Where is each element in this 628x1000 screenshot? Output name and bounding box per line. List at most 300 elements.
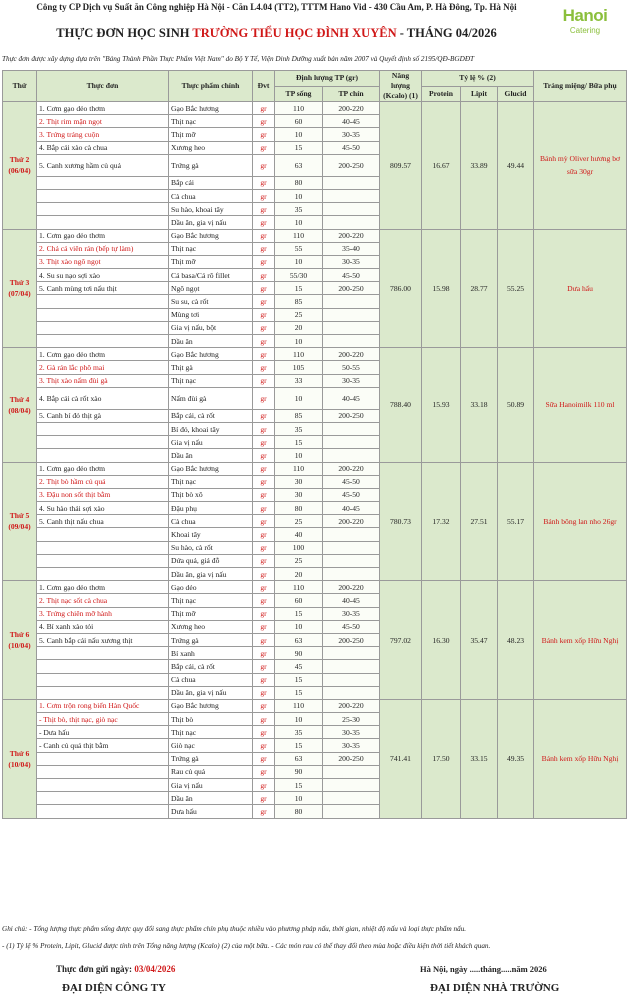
raw-amount: 105 bbox=[275, 361, 323, 374]
company-header: Công ty CP Dịch vụ Suất ăn Công nghiệp Hà Nội - Căn L4.04 (TT2), TTTM Hano Vid - 430 Cầu Am, P. Hà Đông, Tp. Hà Nội bbox=[36, 2, 517, 12]
food-name: Gạo Bắc hương bbox=[169, 102, 253, 115]
raw-amount: 85 bbox=[275, 409, 323, 422]
dish-name: 4. Bí xanh xào tỏi bbox=[37, 620, 169, 633]
raw-amount: 63 bbox=[275, 752, 323, 765]
unit-value: gr bbox=[253, 189, 275, 202]
cooked-amount: 30-35 bbox=[323, 607, 380, 620]
cooked-amount: 200-220 bbox=[323, 515, 380, 528]
unit-value: gr bbox=[253, 620, 275, 633]
raw-amount: 10 bbox=[275, 216, 323, 229]
raw-amount: 90 bbox=[275, 647, 323, 660]
dish-name bbox=[37, 335, 169, 348]
unit-value: gr bbox=[253, 449, 275, 462]
raw-amount: 15 bbox=[275, 686, 323, 699]
food-name: Thịt mỡ bbox=[169, 128, 253, 141]
lipid-value: 33.15 bbox=[461, 699, 498, 818]
food-name: Thịt nạc bbox=[169, 374, 253, 387]
logo-text: Hanoi bbox=[562, 6, 608, 25]
dish-name bbox=[37, 216, 169, 229]
lipid-value: 27.51 bbox=[461, 462, 498, 581]
raw-amount: 35 bbox=[275, 726, 323, 739]
raw-amount: 25 bbox=[275, 308, 323, 321]
dish-name: 1. Cơm gạo dẻo thơm bbox=[37, 229, 169, 242]
raw-amount: 55/30 bbox=[275, 269, 323, 282]
lipid-value: 33.89 bbox=[461, 102, 498, 230]
unit-value: gr bbox=[253, 308, 275, 321]
source-note: Thực đơn được xây dựng dựa trên "Bảng Thành Phần Thực Phẩm Việt Nam" do Bộ Y Tế, Viện Dinh Dưỡng xuất bản năm 2007 và Quyết định số 2195/QĐ-BGDĐT bbox=[2, 55, 475, 63]
unit-value: gr bbox=[253, 633, 275, 646]
dish-name: 3. Thịt xào nấm đùi gà bbox=[37, 374, 169, 387]
protein-value: 15.93 bbox=[422, 348, 461, 462]
food-name: Xương heo bbox=[169, 620, 253, 633]
day-label: Thứ 6 (10/04) bbox=[3, 581, 37, 700]
raw-amount: 10 bbox=[275, 189, 323, 202]
unit-value: gr bbox=[253, 792, 275, 805]
raw-amount: 15 bbox=[275, 141, 323, 154]
unit-value: gr bbox=[253, 361, 275, 374]
dish-name bbox=[37, 189, 169, 202]
dessert-value: Bánh bông lan nho 26gr bbox=[534, 462, 627, 581]
unit-value: gr bbox=[253, 515, 275, 528]
unit-value: gr bbox=[253, 713, 275, 726]
food-name: Thịt mỡ bbox=[169, 607, 253, 620]
food-name: Thịt bò bbox=[169, 713, 253, 726]
header-cooked: TP chín bbox=[323, 86, 380, 102]
food-name: Thịt nạc bbox=[169, 475, 253, 488]
unit-value: gr bbox=[253, 242, 275, 255]
table-row bbox=[3, 699, 627, 712]
raw-amount: 10 bbox=[275, 620, 323, 633]
raw-amount: 110 bbox=[275, 229, 323, 242]
unit-value: gr bbox=[253, 154, 275, 176]
rep-company: ĐẠI DIỆN CÔNG TY bbox=[62, 982, 167, 994]
dish-name bbox=[37, 779, 169, 792]
raw-amount: 10 bbox=[275, 713, 323, 726]
raw-amount: 80 bbox=[275, 176, 323, 189]
raw-amount: 110 bbox=[275, 581, 323, 594]
dish-name bbox=[37, 308, 169, 321]
title-prefix: THỰC ĐƠN HỌC SINH bbox=[56, 26, 190, 40]
school-name: TRƯỜNG TIỂU HỌC ĐÌNH XUYÊN bbox=[192, 26, 397, 40]
food-name: Thịt mỡ bbox=[169, 255, 253, 268]
raw-amount: 60 bbox=[275, 115, 323, 128]
raw-amount: 60 bbox=[275, 594, 323, 607]
raw-amount: 35 bbox=[275, 203, 323, 216]
cooked-amount: 200-220 bbox=[323, 699, 380, 712]
protein-value: 16.30 bbox=[422, 581, 461, 700]
unit-value: gr bbox=[253, 115, 275, 128]
unit-value: gr bbox=[253, 102, 275, 115]
energy-value: 788.40 bbox=[380, 348, 422, 462]
rep-school: ĐẠI DIỆN NHÀ TRƯỜNG bbox=[430, 982, 560, 994]
header-ratio: Tỷ lệ % (2) bbox=[422, 71, 534, 87]
dish-name bbox=[37, 436, 169, 449]
unit-value: gr bbox=[253, 387, 275, 409]
food-name: Dứa quả, giá đỗ bbox=[169, 554, 253, 567]
dish-name bbox=[37, 321, 169, 334]
food-name: Trứng gà bbox=[169, 752, 253, 765]
unit-value: gr bbox=[253, 216, 275, 229]
unit-value: gr bbox=[253, 660, 275, 673]
unit-value: gr bbox=[253, 779, 275, 792]
raw-amount: 45 bbox=[275, 660, 323, 673]
raw-amount: 10 bbox=[275, 792, 323, 805]
food-name: Khoai tây bbox=[169, 528, 253, 541]
header-energy: Năng lượng (Kcalo) (1) bbox=[380, 71, 422, 102]
food-name: Dưa hấu bbox=[169, 805, 253, 818]
table-row bbox=[3, 229, 627, 242]
cooked-amount bbox=[323, 321, 380, 334]
sent-date-value: 03/04/2026 bbox=[134, 964, 176, 974]
dish-name: 2. Thịt rim mặn ngọt bbox=[37, 115, 169, 128]
cooked-amount: 45-50 bbox=[323, 488, 380, 501]
food-name: Su hào, cà rốt bbox=[169, 541, 253, 554]
cooked-amount bbox=[323, 554, 380, 567]
raw-amount: 30 bbox=[275, 488, 323, 501]
food-name: Su hào, khoai tây bbox=[169, 203, 253, 216]
dish-name: 3. Trứng tráng cuộn bbox=[37, 128, 169, 141]
dish-name: 1. Cơm gạo dẻo thơm bbox=[37, 462, 169, 475]
dish-name: 1. Cơm trộn rong biển Hàn Quốc bbox=[37, 699, 169, 712]
lipid-value: 35.47 bbox=[461, 581, 498, 700]
raw-amount: 10 bbox=[275, 387, 323, 409]
food-name: Thịt nạc bbox=[169, 242, 253, 255]
food-name: Su su, cà rốt bbox=[169, 295, 253, 308]
cooked-amount: 200-250 bbox=[323, 752, 380, 765]
food-name: Bắp cải, cà rốt bbox=[169, 660, 253, 673]
raw-amount: 55 bbox=[275, 242, 323, 255]
energy-value: 809.57 bbox=[380, 102, 422, 230]
unit-value: gr bbox=[253, 203, 275, 216]
cooked-amount bbox=[323, 779, 380, 792]
cooked-amount: 30-35 bbox=[323, 726, 380, 739]
glucid-value: 48.23 bbox=[498, 581, 534, 700]
dish-name: - Canh củ quả thịt bằm bbox=[37, 739, 169, 752]
cooked-amount: 200-220 bbox=[323, 581, 380, 594]
unit-value: gr bbox=[253, 805, 275, 818]
raw-amount: 35 bbox=[275, 422, 323, 435]
food-name: Bắp cải bbox=[169, 176, 253, 189]
dessert-value: Bánh kem xốp Hữu Nghị bbox=[534, 699, 627, 818]
dish-name: 4. Su hào thái sợi xào bbox=[37, 502, 169, 515]
unit-value: gr bbox=[253, 255, 275, 268]
cooked-amount bbox=[323, 436, 380, 449]
cooked-amount bbox=[323, 765, 380, 778]
header-food: Thực phẩm chính bbox=[169, 71, 253, 102]
dish-name bbox=[37, 176, 169, 189]
dish-name bbox=[37, 528, 169, 541]
dish-name bbox=[37, 673, 169, 686]
dish-name: 2. Thịt bò hầm củ quả bbox=[37, 475, 169, 488]
dessert-value: Bánh mỳ Oliver hương bơ sữa 30gr bbox=[534, 102, 627, 230]
food-name: Cà chua bbox=[169, 673, 253, 686]
unit-value: gr bbox=[253, 462, 275, 475]
unit-value: gr bbox=[253, 295, 275, 308]
unit-value: gr bbox=[253, 475, 275, 488]
unit-value: gr bbox=[253, 765, 275, 778]
food-name: Rau củ quả bbox=[169, 765, 253, 778]
food-name: Mùng tơi bbox=[169, 308, 253, 321]
lipid-value: 28.77 bbox=[461, 229, 498, 348]
dish-name bbox=[37, 422, 169, 435]
raw-amount: 15 bbox=[275, 739, 323, 752]
dessert-value: Dưa hấu bbox=[534, 229, 627, 348]
dish-name bbox=[37, 792, 169, 805]
dish-name bbox=[37, 686, 169, 699]
dish-name: 2. Chả cá viên rán (bếp tự làm) bbox=[37, 242, 169, 255]
dish-name: 1. Cơm gạo dẻo thơm bbox=[37, 102, 169, 115]
cooked-amount bbox=[323, 189, 380, 202]
raw-amount: 15 bbox=[275, 282, 323, 295]
dish-name: 4. Bắp cải xào cà chua bbox=[37, 141, 169, 154]
raw-amount: 90 bbox=[275, 765, 323, 778]
food-name: Dầu ăn bbox=[169, 449, 253, 462]
protein-value: 16.67 bbox=[422, 102, 461, 230]
food-name: Gia vị nấu bbox=[169, 436, 253, 449]
food-name: Thịt nạc bbox=[169, 115, 253, 128]
unit-value: gr bbox=[253, 374, 275, 387]
cooked-amount: 40-45 bbox=[323, 502, 380, 515]
raw-amount: 33 bbox=[275, 374, 323, 387]
raw-amount: 20 bbox=[275, 568, 323, 581]
unit-value: gr bbox=[253, 141, 275, 154]
raw-amount: 110 bbox=[275, 699, 323, 712]
unit-value: gr bbox=[253, 594, 275, 607]
cooked-amount: 200-220 bbox=[323, 102, 380, 115]
food-name: Gia vị nấu bbox=[169, 779, 253, 792]
raw-amount: 80 bbox=[275, 805, 323, 818]
cooked-amount: 200-220 bbox=[323, 348, 380, 361]
unit-value: gr bbox=[253, 673, 275, 686]
table-row bbox=[3, 581, 627, 594]
food-name: Đậu phụ bbox=[169, 502, 253, 515]
raw-amount: 10 bbox=[275, 449, 323, 462]
food-name: Xương heo bbox=[169, 141, 253, 154]
raw-amount: 10 bbox=[275, 128, 323, 141]
dish-name: 5. Canh bí đỏ thịt gà bbox=[37, 409, 169, 422]
food-name: Thịt nạc bbox=[169, 594, 253, 607]
raw-amount: 20 bbox=[275, 321, 323, 334]
cooked-amount bbox=[323, 308, 380, 321]
cooked-amount: 45-50 bbox=[323, 141, 380, 154]
cooked-amount: 40-45 bbox=[323, 115, 380, 128]
table-row bbox=[3, 102, 627, 115]
dessert-value: Sữa Hanoimilk 110 ml bbox=[534, 348, 627, 462]
header-raw: TP sống bbox=[275, 86, 323, 102]
glucid-value: 49.35 bbox=[498, 699, 534, 818]
unit-value: gr bbox=[253, 348, 275, 361]
energy-value: 741.41 bbox=[380, 699, 422, 818]
cooked-amount: 200-250 bbox=[323, 154, 380, 176]
cooked-amount: 200-250 bbox=[323, 409, 380, 422]
raw-amount: 10 bbox=[275, 255, 323, 268]
energy-value: 797.02 bbox=[380, 581, 422, 700]
food-name: Gạo Bắc hương bbox=[169, 348, 253, 361]
unit-value: gr bbox=[253, 321, 275, 334]
cooked-amount bbox=[323, 568, 380, 581]
food-name: Cà chua bbox=[169, 515, 253, 528]
unit-value: gr bbox=[253, 726, 275, 739]
header-dessert: Tráng miệng/ Bữa phụ bbox=[534, 71, 627, 102]
unit-value: gr bbox=[253, 528, 275, 541]
raw-amount: 30 bbox=[275, 475, 323, 488]
unit-value: gr bbox=[253, 607, 275, 620]
unit-value: gr bbox=[253, 176, 275, 189]
unit-value: gr bbox=[253, 335, 275, 348]
cooked-amount: 40-45 bbox=[323, 387, 380, 409]
energy-value: 780.73 bbox=[380, 462, 422, 581]
cooked-amount: 200-250 bbox=[323, 282, 380, 295]
cooked-amount: 45-50 bbox=[323, 269, 380, 282]
cooked-amount bbox=[323, 295, 380, 308]
protein-value: 17.32 bbox=[422, 462, 461, 581]
dish-name: 5. Canh bắp cải nấu xương thịt bbox=[37, 633, 169, 646]
unit-value: gr bbox=[253, 409, 275, 422]
glucid-value: 55.17 bbox=[498, 462, 534, 581]
day-label: Thứ 6 (10/04) bbox=[3, 699, 37, 818]
dish-name: 3. Trứng chiên mỡ hành bbox=[37, 607, 169, 620]
food-name: Thịt bò xô bbox=[169, 488, 253, 501]
cooked-amount bbox=[323, 422, 380, 435]
dish-name: 3. Đậu non sốt thịt bằm bbox=[37, 488, 169, 501]
food-name: Gia vị nấu, bột bbox=[169, 321, 253, 334]
cooked-amount: 30-35 bbox=[323, 739, 380, 752]
cooked-amount bbox=[323, 528, 380, 541]
raw-amount: 15 bbox=[275, 779, 323, 792]
energy-value: 786.00 bbox=[380, 229, 422, 348]
unit-value: gr bbox=[253, 488, 275, 501]
cooked-amount bbox=[323, 792, 380, 805]
food-name: Nấm đùi gà bbox=[169, 387, 253, 409]
raw-amount: 100 bbox=[275, 541, 323, 554]
cooked-amount bbox=[323, 216, 380, 229]
footnote-2: - (1) Tỷ lệ % Protein, Lipit, Glucid được tính trên Tổng năng lượng (Kcalo) (2) của một bữa. - Các món rau có thể thay đổi theo mùa hoặc điều kiện thời tiết khách quan. bbox=[2, 942, 491, 950]
dish-name bbox=[37, 660, 169, 673]
day-label: Thứ 2 (06/04) bbox=[3, 102, 37, 230]
cooked-amount: 30-35 bbox=[323, 128, 380, 141]
unit-value: gr bbox=[253, 739, 275, 752]
header-amount: Định lượng TP (gr) bbox=[275, 71, 380, 87]
unit-value: gr bbox=[253, 128, 275, 141]
unit-value: gr bbox=[253, 686, 275, 699]
cooked-amount bbox=[323, 335, 380, 348]
unit-value: gr bbox=[253, 541, 275, 554]
cooked-amount: 30-35 bbox=[323, 374, 380, 387]
food-name: Gạo Bắc hương bbox=[169, 229, 253, 242]
raw-amount: 25 bbox=[275, 515, 323, 528]
cooked-amount: 35-40 bbox=[323, 242, 380, 255]
unit-value: gr bbox=[253, 502, 275, 515]
food-name: Dầu ăn bbox=[169, 335, 253, 348]
dish-name: 1. Cơm gạo dẻo thơm bbox=[37, 348, 169, 361]
dish-name: 5. Canh xương hầm củ quả bbox=[37, 154, 169, 176]
dish-name: - Dưa hấu bbox=[37, 726, 169, 739]
cooked-amount bbox=[323, 805, 380, 818]
header-unit: Đvt bbox=[253, 71, 275, 102]
unit-value: gr bbox=[253, 752, 275, 765]
food-name: Dầu ăn bbox=[169, 792, 253, 805]
header-day: Thứ bbox=[3, 71, 37, 102]
food-name: Ngô ngọt bbox=[169, 282, 253, 295]
sent-label: Thực đơn gửi ngày: bbox=[56, 964, 133, 974]
dish-name: 5. Canh mùng tơi nấu thịt bbox=[37, 282, 169, 295]
menu-body bbox=[3, 102, 627, 819]
cooked-amount bbox=[323, 686, 380, 699]
food-name: Gạo dẻo bbox=[169, 581, 253, 594]
dish-name bbox=[37, 805, 169, 818]
food-name: Bắp cải, cà rốt bbox=[169, 409, 253, 422]
unit-value: gr bbox=[253, 647, 275, 660]
dish-name: 1. Cơm gạo dẻo thơm bbox=[37, 581, 169, 594]
cooked-amount bbox=[323, 673, 380, 686]
logo-sub: Catering bbox=[569, 26, 601, 35]
cooked-amount bbox=[323, 541, 380, 554]
day-label: Thứ 4 (08/04) bbox=[3, 348, 37, 462]
dessert-value: Bánh kem xốp Hữu Nghị bbox=[534, 581, 627, 700]
glucid-value: 55.25 bbox=[498, 229, 534, 348]
raw-amount: 110 bbox=[275, 462, 323, 475]
raw-amount: 10 bbox=[275, 335, 323, 348]
food-name: Thịt nạc bbox=[169, 726, 253, 739]
dish-name: 4. Su su nạo sợi xào bbox=[37, 269, 169, 282]
unit-value: gr bbox=[253, 229, 275, 242]
raw-amount: 40 bbox=[275, 528, 323, 541]
raw-amount: 110 bbox=[275, 348, 323, 361]
food-name: Dầu ăn, gia vị nấu bbox=[169, 568, 253, 581]
cooked-amount: 40-45 bbox=[323, 594, 380, 607]
food-name: Gạo Bắc hương bbox=[169, 699, 253, 712]
food-name: Trứng gà bbox=[169, 633, 253, 646]
dish-name bbox=[37, 541, 169, 554]
menu-table bbox=[2, 70, 627, 819]
food-name: Dầu ăn, gia vị nấu bbox=[169, 686, 253, 699]
raw-amount: 25 bbox=[275, 554, 323, 567]
food-name: Gạo Bắc hương bbox=[169, 462, 253, 475]
unit-value: gr bbox=[253, 282, 275, 295]
raw-amount: 15 bbox=[275, 607, 323, 620]
food-name: Bí đỏ, khoai tây bbox=[169, 422, 253, 435]
raw-amount: 85 bbox=[275, 295, 323, 308]
dish-name bbox=[37, 295, 169, 308]
raw-amount: 110 bbox=[275, 102, 323, 115]
protein-value: 17.50 bbox=[422, 699, 461, 818]
unit-value: gr bbox=[253, 568, 275, 581]
food-name: Trứng gà bbox=[169, 154, 253, 176]
raw-amount: 80 bbox=[275, 502, 323, 515]
dish-name bbox=[37, 449, 169, 462]
food-name: Bí xanh bbox=[169, 647, 253, 660]
unit-value: gr bbox=[253, 699, 275, 712]
page-title bbox=[4, 26, 549, 41]
glucid-value: 49.44 bbox=[498, 102, 534, 230]
footnote-1: Ghi chú: - Tổng lượng thực phẩm sống được quy đổi sang thực phẩm chín phụ thuộc nhiều vào phương pháp nấu, thời gian, nhiệt độ nấu và loại thực phẩm nấu. bbox=[2, 925, 467, 933]
brand-logo bbox=[555, 6, 615, 46]
food-name: Thịt gà bbox=[169, 361, 253, 374]
table-row bbox=[3, 348, 627, 361]
glucid-value: 50.89 bbox=[498, 348, 534, 462]
food-name: Cà chua bbox=[169, 189, 253, 202]
cooked-amount: 45-50 bbox=[323, 475, 380, 488]
unit-value: gr bbox=[253, 436, 275, 449]
dish-name bbox=[37, 568, 169, 581]
day-label: Thứ 5 (09/04) bbox=[3, 462, 37, 581]
unit-value: gr bbox=[253, 269, 275, 282]
header-lipid: Lipit bbox=[461, 86, 498, 102]
cooked-amount bbox=[323, 203, 380, 216]
cooked-amount bbox=[323, 176, 380, 189]
title-suffix: - THÁNG 04/2026 bbox=[399, 26, 497, 40]
cooked-amount bbox=[323, 647, 380, 660]
